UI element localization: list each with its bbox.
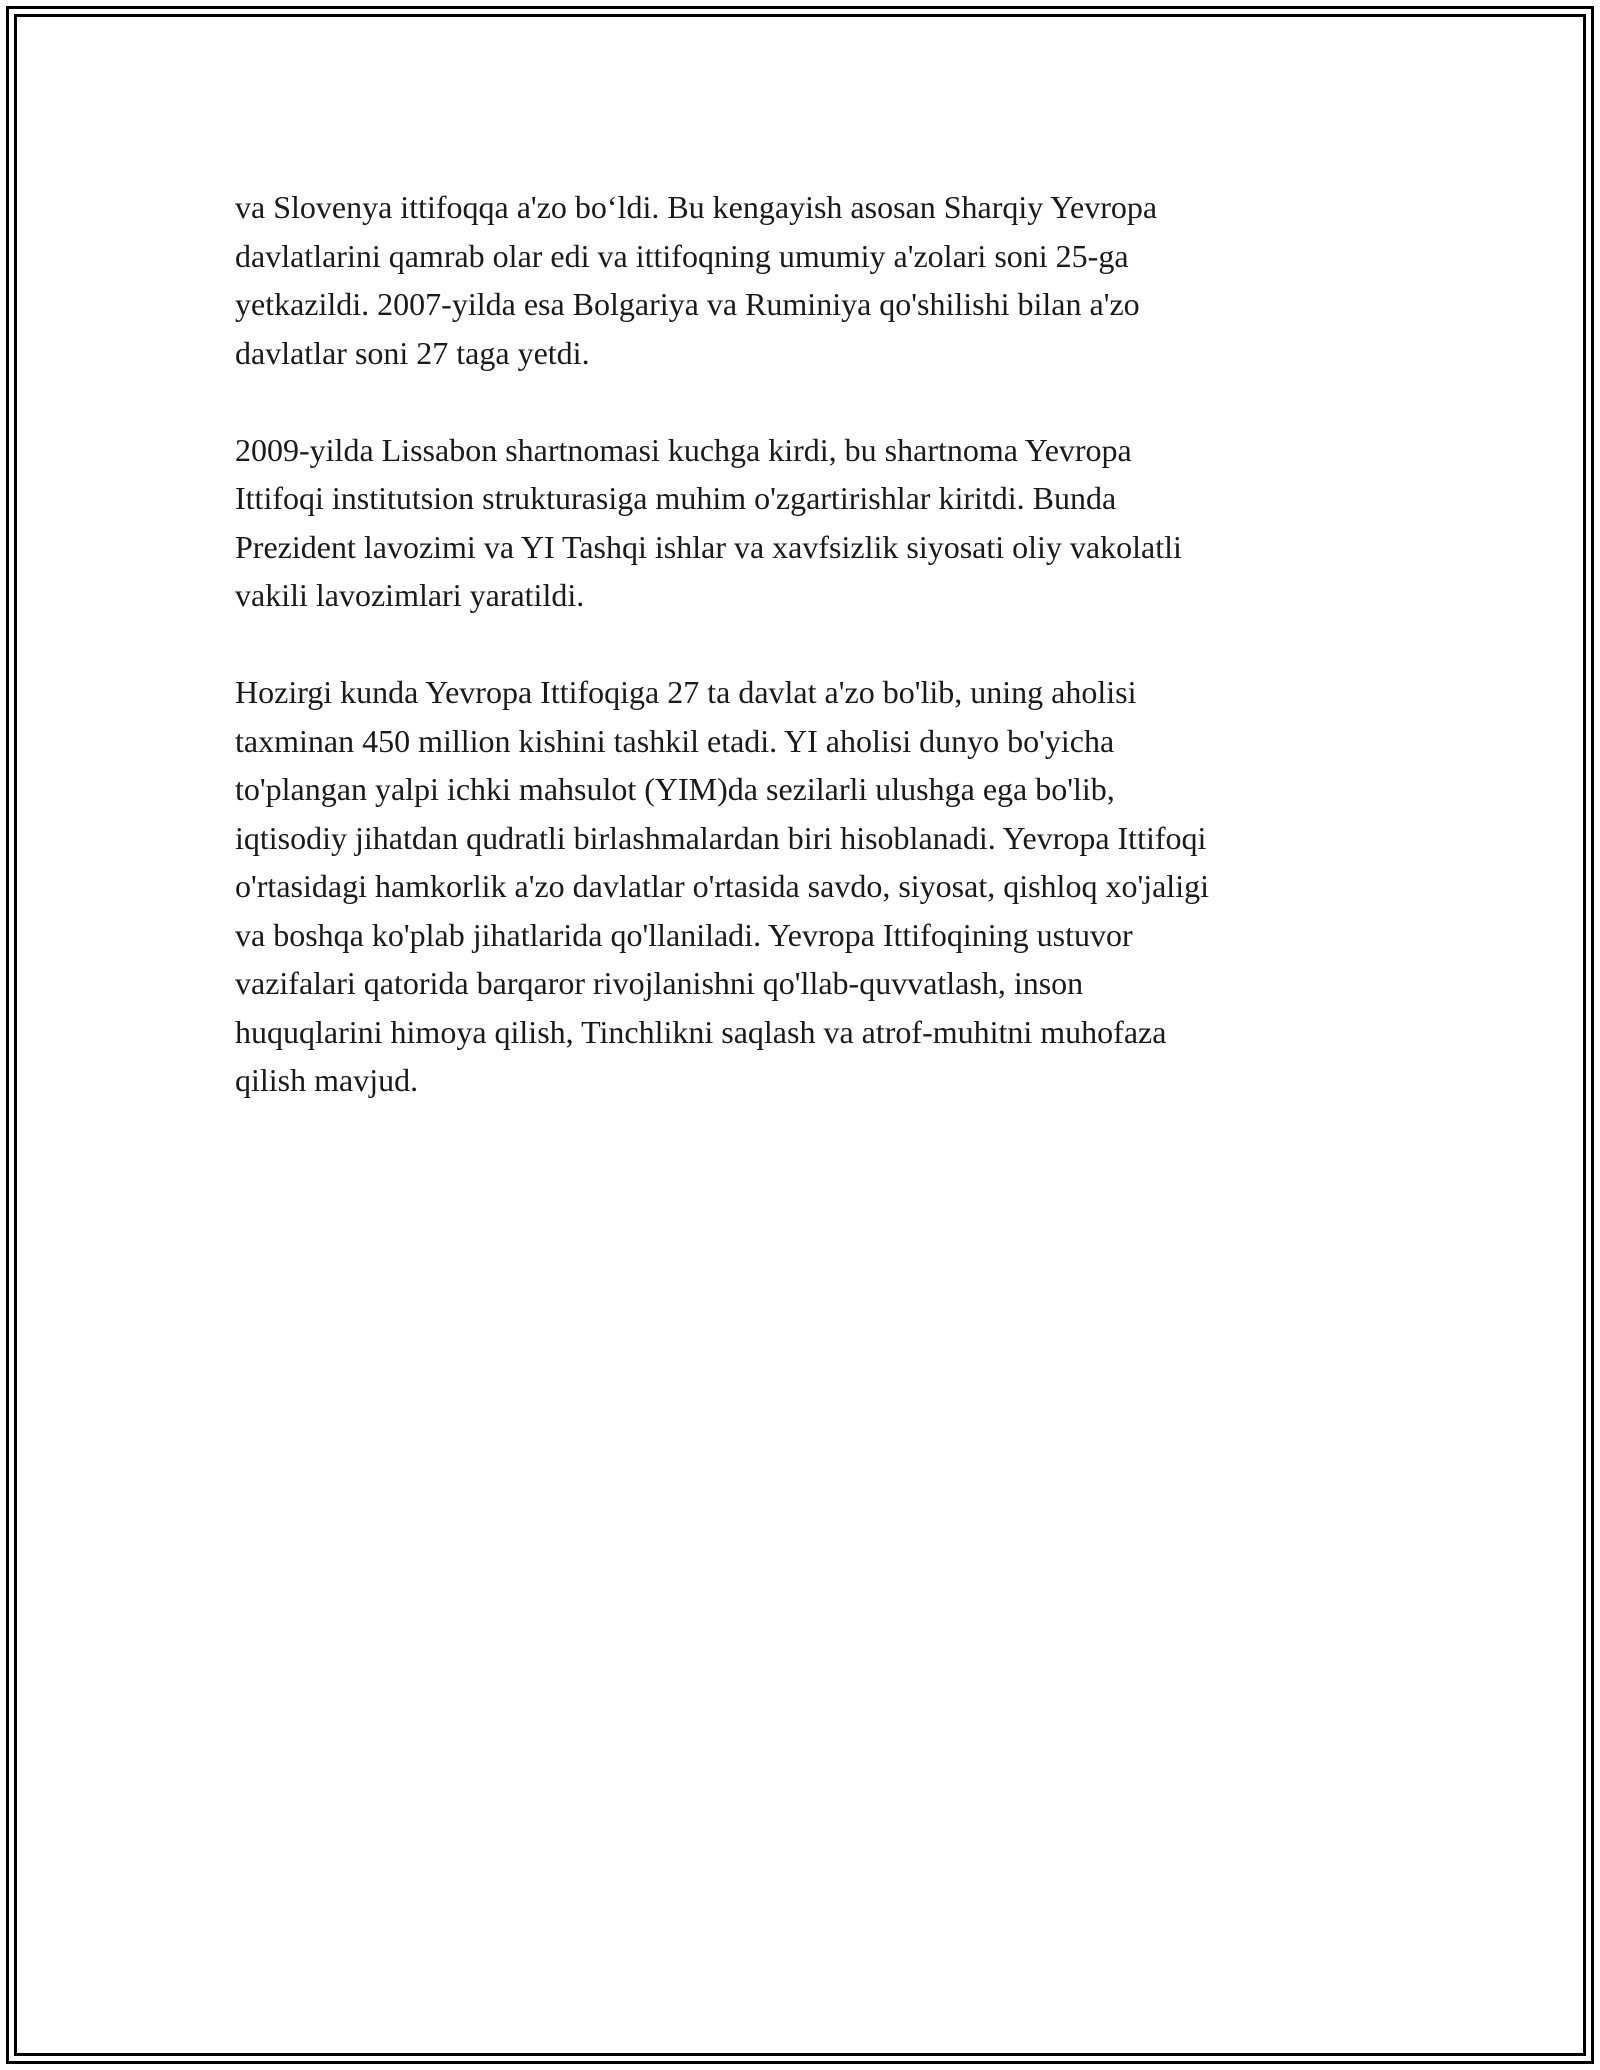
text-line: 2009-yilda Lissabon shartnomasi kuchga kirdi, bu shartnoma Yevropa [235,431,1132,468]
text-line: yetkazildi. 2007-yilda esa Bolgariya va Ruminiya qo'shilishi bilan a'zo [235,286,1140,322]
paragraph-1 [235,183,1355,377]
text-line: va Slovenya ittifoqqa a'zo bo‘ldi. Bu kengayish asosan Sharqiy Yevropa [235,189,1158,225]
text-line: o'rtasidagi hamkorlik a'zo davlatlar o'rtasida savdo, siyosat, qishloq xo'jaligi [235,868,1209,904]
text-line: huquqlarini himoya qilish, Tinchlikni saqlash va atrof-muhitni muhofaza [235,1013,1167,1050]
text-line: Hozirgi kunda Yevropa Ittifoqiga 27 ta davlat a'zo bo'lib, uning aholisi [235,674,1137,710]
text-line: Prezident lavozimi va YI Tashqi ishlar va xavfsizlik siyosati oliy vakolatli [235,528,1182,565]
text-line: iqtisodiy jihatdan qudratli birlashmalardan biri hisoblanadi. Yevropa Ittifoqi [235,819,1207,856]
paragraph-3 [235,668,1355,1105]
text-line: Ittifoqi institutsion strukturasiga muhim o'zgartirishlar kiritdi. Bunda [235,480,1117,516]
text-line: to'plangan yalpi ichki mahsulot (YIM)da sezilarli ulushga ega bo'lib, [235,771,1115,807]
document-body [235,183,1355,1153]
text-line: davlatlarini qamrab olar edi va ittifoqning umumiy a'zolari soni 25-ga [235,237,1129,274]
text-line: taxminan 450 million kishini tashkil etadi. YI aholisi dunyo bo'yicha [235,722,1115,759]
paragraph-2 [235,426,1355,620]
text-line: vazifalari qatorida barqaror rivojlanishni qo'llab-quvvatlash, inson [235,965,1084,1001]
text-line: va boshqa ko'plab jihatlarida qo'llaniladi. Yevropa Ittifoqining ustuvor [235,916,1133,953]
text-line: davlatlar soni 27 taga yetdi. [235,334,590,371]
text-line: vakili lavozimlari yaratildi. [235,577,585,613]
text-line: qilish mavjud. [235,1062,419,1098]
